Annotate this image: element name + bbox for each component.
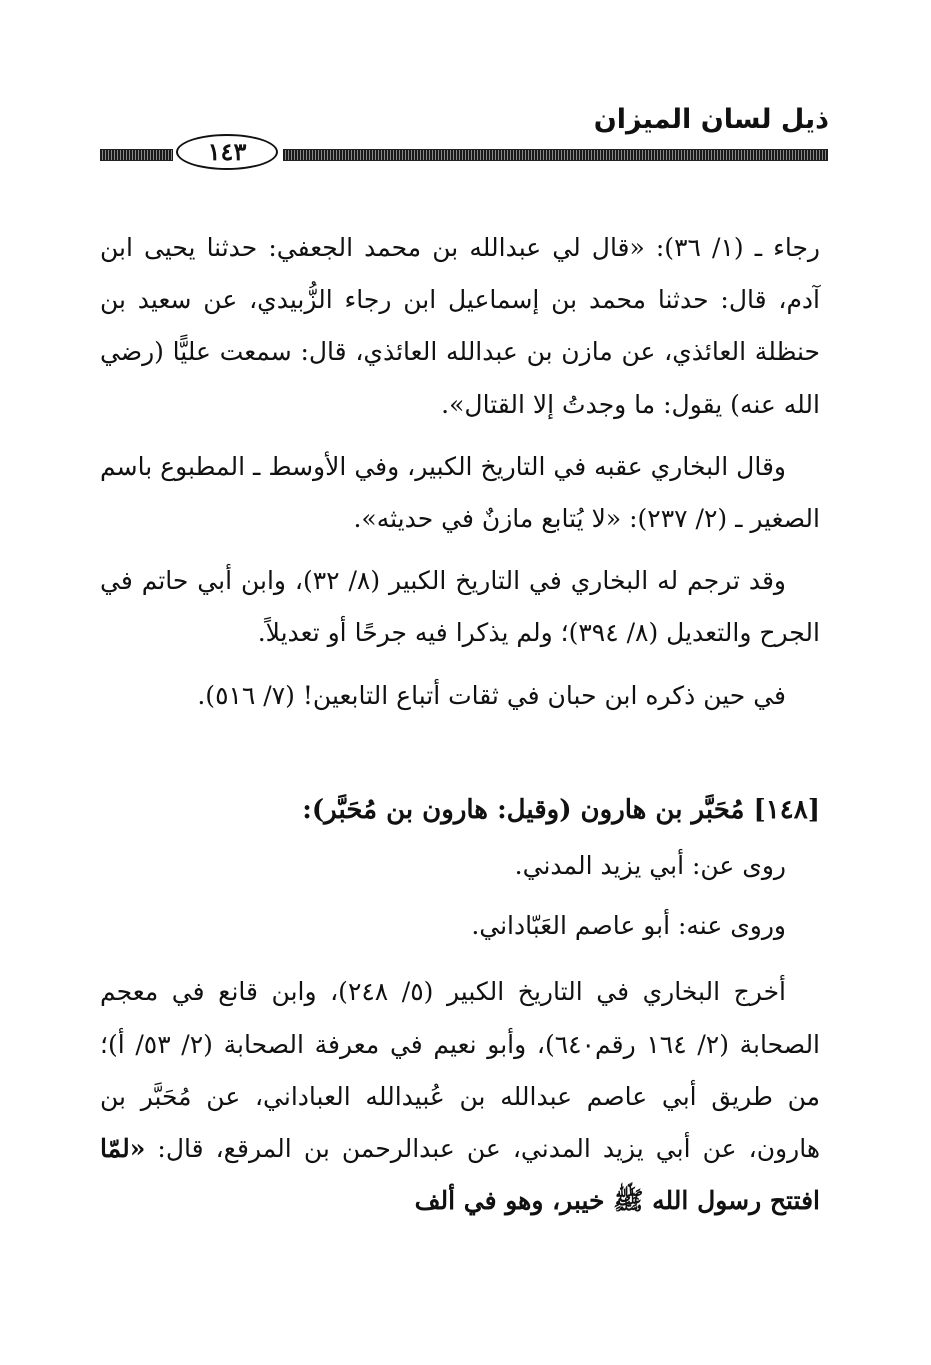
entry-text-quote: «لمّا افتتح رسول الله ﷺ خيبر، وهو في ألف (100, 1134, 820, 1216)
paragraph-3: وقد ترجم له البخاري في التاريخ الكبير (٨/ ٣٢)، وابن أبي حاتم في الجرح والتعديل (٨/ ٣٩٤)؛ ولم يذكرا فيه جرحًا أو تعديلاً. (100, 566, 820, 648)
running-title: ذيل لسان الميزان (593, 104, 829, 135)
header-rule-left (100, 149, 173, 161)
page-number: ١٤٣ (207, 137, 247, 166)
page-number-badge (176, 134, 278, 170)
paragraph-1: رجاء ـ (١/ ٣٦): «قال لي عبدالله بن محمد الجعفي: حدثنا يحيى ابن آدم، قال: حدثنا محمد بن إسماعيل ابن رجاء الزُّبيدي، عن سعيد بن حنظلة العائذي، عن مازن بن عبدالله العائذي، قال: سمعت عليًّا (رضي الله عنه) يقول: ما وجدتُ إلا القتال». (100, 233, 821, 419)
header-rule-right (283, 149, 828, 161)
entry-text (100, 966, 820, 1227)
body-text (100, 222, 820, 1227)
paragraph-2: وقال البخاري عقبه في التاريخ الكبير، وفي الأوسط ـ المطبوع باسم الصغير ـ (٢/ ٢٣٧): «لا يُتابع مازنٌ في حديثه». (100, 451, 820, 534)
entry-heading: [١٤٨] مُحَبَّر بن هارون (وقيل: هارون بن مُحَبَّر): (302, 794, 820, 825)
entry-narrated-from: روى عن: أبي يزيد المدني. (514, 851, 786, 881)
paragraph-4: في حين ذكره ابن حبان في ثقات أتباع التابعين! (٧/ ٥١٦). (197, 680, 786, 710)
entry-text-main: أخرج البخاري في التاريخ الكبير (٥/ ٢٤٨)، وابن قانع في معجم الصحابة (٢/ ١٦٤ رقم٦٤٠)، وأبو نعيم في معرفة الصحابة (٢/ ٥٣/ أ)؛ من طريق أبي عاصم عبدالله بن عُبيدالله العباداني، عن مُحَبَّر بن هارون، عن أبي يزيد المدني، عن عبدالرحمن بن المرقع، قال: (100, 977, 821, 1164)
entry-narrated-by: وروى عنه: أبو عاصم العَبّاداني. (471, 911, 786, 941)
